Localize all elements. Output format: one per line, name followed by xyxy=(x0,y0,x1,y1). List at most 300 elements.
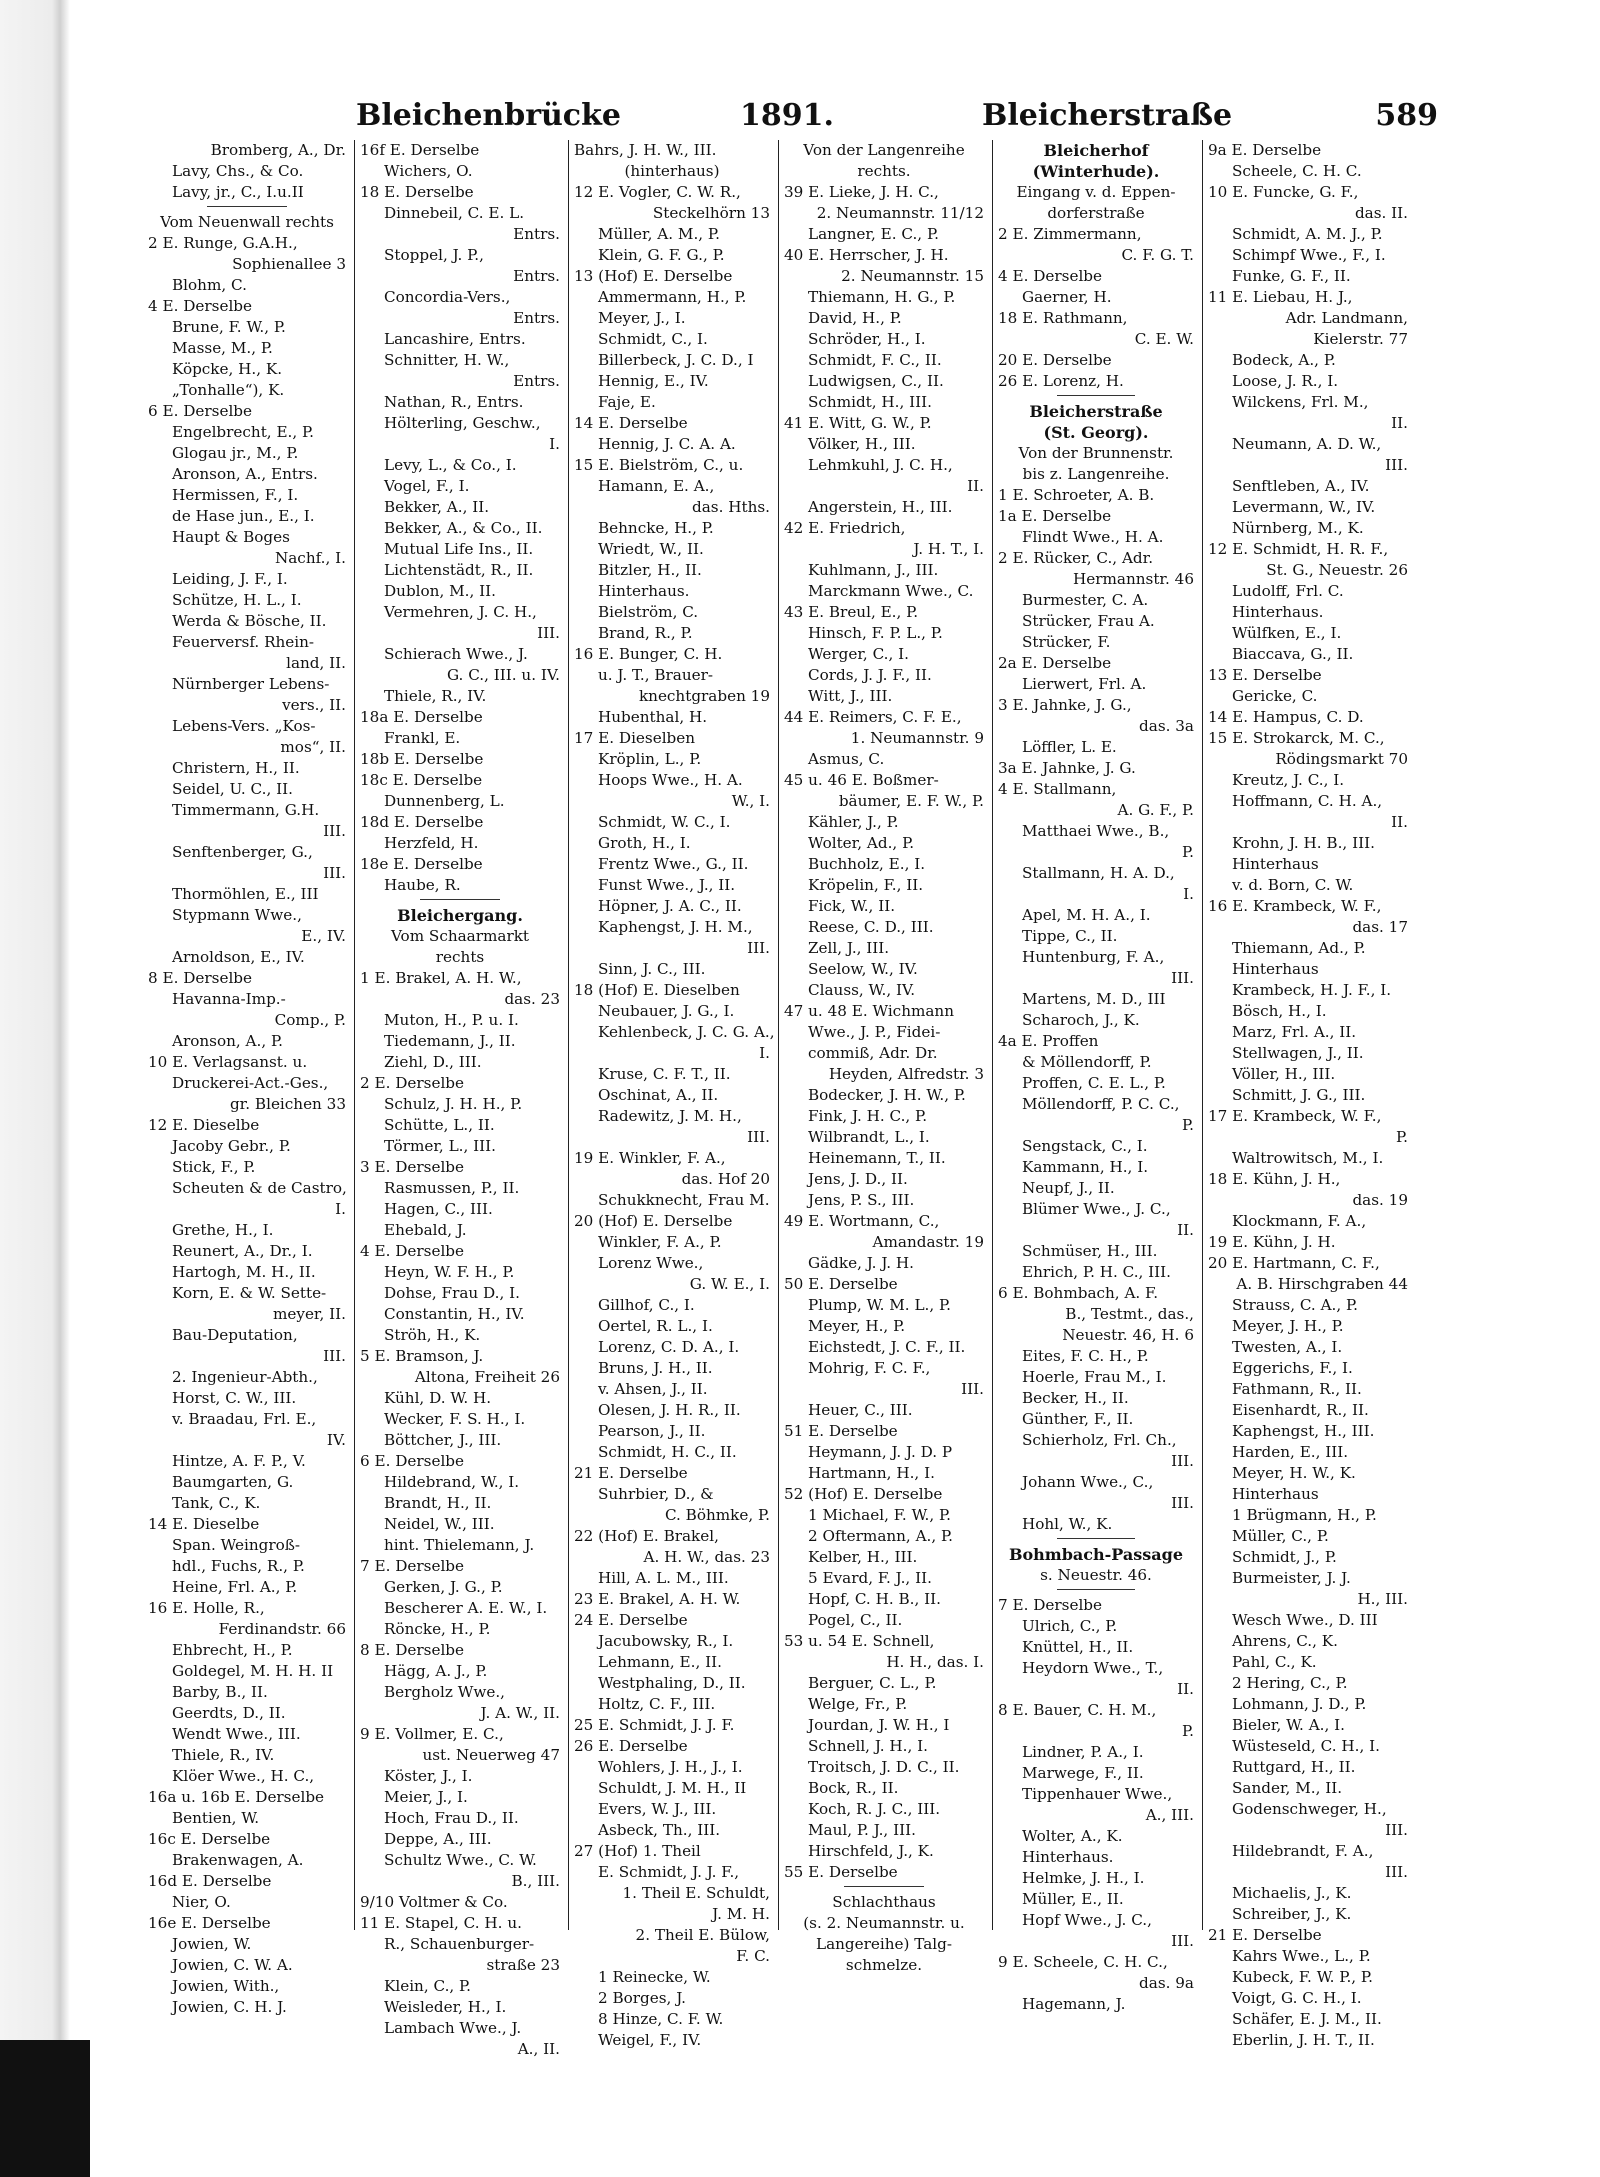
column-divider xyxy=(1202,140,1203,1930)
directory-entry-line: Rasmussen, P., II. xyxy=(384,1179,520,1197)
directory-entry-line: III. xyxy=(747,1128,770,1146)
directory-entry-line: Lierwert, Frl. A. xyxy=(1022,675,1147,693)
directory-entry-line: Klockmann, F. A., xyxy=(1232,1212,1367,1230)
directory-entry-line: Schmidt, C., I. xyxy=(598,330,708,348)
directory-entry-line: A., II. xyxy=(517,2040,560,2058)
directory-entry-line: 16a u. 16b E. Derselbe xyxy=(148,1788,325,1806)
directory-entry-line: Glogau jr., M., P. xyxy=(172,444,299,462)
column-divider xyxy=(778,140,779,1930)
directory-entry-line: Gerken, J. G., P. xyxy=(384,1578,503,1596)
directory-entry-line: P. xyxy=(1182,1116,1194,1134)
directory-entry-line: Ehrich, P. H. C., III. xyxy=(1022,1263,1172,1281)
directory-entry-line: 13 (Hof) E. Derselbe xyxy=(574,267,733,285)
directory-entry-line: Scheuten & de Castro, xyxy=(172,1179,347,1197)
directory-entry-line: Hoerle, Frau M., I. xyxy=(1022,1368,1167,1386)
directory-entry-line: H., III. xyxy=(1357,1590,1408,1608)
directory-entry-line: 2. Neumannstr. 11/12 xyxy=(816,204,984,222)
directory-entry-line: Stoppel, J. P., xyxy=(384,246,484,264)
directory-entry-line: Hennig, J. C. A. A. xyxy=(598,435,736,453)
directory-entry-line: Gericke, C. xyxy=(1232,687,1318,705)
directory-entry-line: Angerstein, H., III. xyxy=(808,498,953,516)
directory-entry-line: hdl., Fuchs, R., P. xyxy=(172,1557,305,1575)
directory-entry-line: Möllendorff, P. C. C., xyxy=(1022,1095,1180,1113)
directory-entry-line: 7 E. Derselbe xyxy=(360,1557,465,1575)
directory-entry-line: 3a E. Jahnke, J. G. xyxy=(998,759,1136,777)
directory-entry-line: Levy, L., & Co., I. xyxy=(384,456,517,474)
directory-entry-line: Jacoby Gebr., P. xyxy=(172,1137,291,1155)
directory-entry-line: I. xyxy=(759,1044,770,1062)
directory-entry-line: 11 E. Liebau, H. J., xyxy=(1208,288,1353,306)
directory-entry-line: I. xyxy=(1183,885,1194,903)
directory-entry-line: G. W. E., I. xyxy=(689,1275,770,1293)
directory-entry-line: „Tonhalle“), K. xyxy=(172,381,285,399)
directory-entry-line: Oschinat, A., II. xyxy=(598,1086,719,1104)
directory-entry-line: Heymann, J. J. D. P xyxy=(808,1443,953,1461)
directory-entry-line: III. xyxy=(1385,1863,1408,1881)
directory-entry-line: Brune, F. W., P. xyxy=(172,318,286,336)
directory-entry-line: Korn, E. & W. Sette- xyxy=(172,1284,327,1302)
directory-entry-line: rechts. xyxy=(857,162,911,180)
directory-entry-line: Brandt, H., II. xyxy=(384,1494,492,1512)
directory-entry-line: 4 E. Stallmann, xyxy=(998,780,1117,798)
directory-entry-line: A. G. F., P. xyxy=(1117,801,1194,819)
directory-entry-line: Lehmkuhl, J. C. H., xyxy=(808,456,953,474)
directory-entry-line: 26 E. Lorenz, H. xyxy=(998,372,1124,390)
directory-entry-line: IV. xyxy=(326,1431,346,1449)
directory-entry-line: Funke, G. F., II. xyxy=(1232,267,1351,285)
section-separator xyxy=(844,1886,924,1887)
directory-entry-line: Höpner, J. A. C., II. xyxy=(598,897,742,915)
directory-entry-line: das. Hths. xyxy=(692,498,770,516)
directory-entry-line: Entrs. xyxy=(513,309,560,327)
directory-entry-line: Bescherer A. E. W., I. xyxy=(384,1599,548,1617)
directory-entry-line: Knüttel, H., II. xyxy=(1022,1638,1134,1656)
directory-entry-line: Wülfken, E., I. xyxy=(1232,624,1342,642)
directory-entry-line: Heyden, Alfredstr. 3 xyxy=(828,1065,984,1083)
directory-entry-line: Entrs. xyxy=(513,267,560,285)
directory-entry-line: Hagen, C., III. xyxy=(384,1200,493,1218)
directory-entry-line: Günther, F., II. xyxy=(1022,1410,1134,1428)
directory-entry-line: 20 E. Hartmann, C. F., xyxy=(1208,1254,1380,1272)
directory-entry-line: Haube, R. xyxy=(384,876,461,894)
directory-entry-line: J. A. W., II. xyxy=(480,1704,560,1722)
street-section-heading: Bleicherhof xyxy=(1043,141,1149,160)
directory-entry-line: III. xyxy=(1171,1452,1194,1470)
directory-entry-line: Wilckens, Frl. M., xyxy=(1232,393,1369,411)
directory-entry-line: Span. Weingroß- xyxy=(172,1536,301,1554)
directory-entry-line: Nathan, R., Entrs. xyxy=(384,393,524,411)
directory-entry-line: Seelow, W., IV. xyxy=(808,960,918,978)
directory-entry-line: meyer, II. xyxy=(272,1305,346,1323)
directory-entry-line: Schultz Wwe., C. W. xyxy=(384,1851,537,1869)
directory-entry-line: Schmidt, A. M. J., P. xyxy=(1232,225,1383,243)
directory-entry-line: P. xyxy=(1182,1722,1194,1740)
directory-entry-line: Schmidt, J., P. xyxy=(1232,1548,1337,1566)
directory-entry-line: Neubauer, J. G., I. xyxy=(598,1002,735,1020)
directory-entry-line: mos“, II. xyxy=(280,738,346,756)
directory-entry-line: 24 E. Derselbe xyxy=(574,1611,688,1629)
directory-entry-line: Schröder, H., I. xyxy=(808,330,926,348)
directory-entry-line: II. xyxy=(1177,1680,1194,1698)
directory-entry-line: Weisleder, H., I. xyxy=(384,1998,507,2016)
directory-entry-line: Böttcher, J., III. xyxy=(384,1431,502,1449)
directory-entry-line: Ludolff, Frl. C. xyxy=(1232,582,1344,600)
directory-entry-line: Jens, J. D., II. xyxy=(808,1170,908,1188)
directory-entry-line: Michaelis, J., K. xyxy=(1232,1884,1352,1902)
directory-entry-line: Thormöhlen, E., III xyxy=(172,885,319,903)
directory-entry-line: Senftenberger, G., xyxy=(172,843,313,861)
directory-entry-line: Schierholz, Frl. Ch., xyxy=(1022,1431,1177,1449)
directory-entry-line: Asmus, C. xyxy=(808,750,885,768)
directory-entry-line: Vermehren, J. C. H., xyxy=(384,603,537,621)
directory-entry-line: Billerbeck, J. C. D., I xyxy=(598,351,754,369)
directory-entry-line: 39 E. Lieke, J. H. C., xyxy=(784,183,939,201)
directory-entry-line: 2 E. Rücker, C., Adr. xyxy=(998,549,1154,567)
directory-entry-line: 12 E. Schmidt, H. R. F., xyxy=(1208,540,1389,558)
directory-entry-line: I. xyxy=(335,1200,346,1218)
directory-entry-line: hint. Thielemann, J. xyxy=(384,1536,535,1554)
directory-entry-line: Goldegel, M. H. H. II xyxy=(172,1662,334,1680)
directory-entry-line: 27 (Hof) 1. Theil xyxy=(574,1842,701,1860)
directory-entry-line: Hoops Wwe., H. A. xyxy=(598,771,743,789)
directory-entry-line: land, II. xyxy=(286,654,346,672)
directory-entry-line: Comp., P. xyxy=(274,1011,346,1029)
directory-entry-line: 15 E. Strokarck, M. C., xyxy=(1208,729,1385,747)
directory-entry-line: II. xyxy=(1391,414,1408,432)
directory-entry-line: Blümer Wwe., J. C., xyxy=(1022,1200,1171,1218)
directory-entry-line: Godenschweger, H., xyxy=(1232,1800,1387,1818)
directory-entry-line: Vogel, F., I. xyxy=(384,477,470,495)
year-heading: 1891. xyxy=(740,98,834,133)
directory-entry-line: u. J. T., Brauer- xyxy=(598,666,714,684)
directory-entry-line: 2. Neumannstr. 15 xyxy=(841,267,984,285)
directory-entry-line: gr. Bleichen 33 xyxy=(229,1095,346,1113)
directory-entry-line: das. 19 xyxy=(1352,1191,1408,1209)
directory-entry-line: 4 E. Derselbe xyxy=(360,1242,465,1260)
directory-entry-line: Wilbrandt, L., I. xyxy=(808,1128,930,1146)
directory-entry-line: 2 E. Zimmermann, xyxy=(998,225,1142,243)
directory-entry-line: 12 E. Vogler, C. W. R., xyxy=(574,183,741,201)
directory-entry-line: Fathmann, R., II. xyxy=(1232,1380,1362,1398)
directory-entry-line: 15 E. Bielström, C., u. xyxy=(574,456,744,474)
directory-entry-line: 6 E. Bohmbach, A. F. xyxy=(998,1284,1159,1302)
directory-entry-line: Koch, R. J. C., III. xyxy=(808,1800,941,1818)
directory-entry-line: Klöer Wwe., H. C., xyxy=(172,1767,315,1785)
directory-entry-line: P. xyxy=(1396,1128,1408,1146)
directory-entry-line: Schimpf Wwe., F., I. xyxy=(1232,246,1386,264)
directory-entry-line: Nachf., I. xyxy=(274,549,346,567)
directory-entry-line: 42 E. Friedrich, xyxy=(784,519,906,537)
directory-entry-line: 21 E. Derselbe xyxy=(1208,1926,1322,1944)
directory-entry-line: 18 E. Kühn, J. H., xyxy=(1208,1170,1341,1188)
directory-entry-line: Kahrs Wwe., L., P. xyxy=(1232,1947,1371,1965)
directory-entry-line: Suhrbier, D., & xyxy=(598,1485,714,1503)
directory-entry-line: Hintze, A. F. P., V. xyxy=(172,1452,306,1470)
directory-entry-line: Ulrich, C., P. xyxy=(1022,1617,1118,1635)
directory-entry-line: C. Böhmke, P. xyxy=(664,1506,770,1524)
directory-entry-line: Holtz, C. F., III. xyxy=(598,1695,716,1713)
directory-entry-line: 10 E. Funcke, G. F., xyxy=(1208,183,1359,201)
directory-entry-line: Oertel, R. L., I. xyxy=(598,1317,713,1335)
directory-entry-line: Bitzler, H., II. xyxy=(598,561,702,579)
directory-entry-line: Röncke, H., P. xyxy=(384,1620,491,1638)
directory-entry-line: Hermissen, F., I. xyxy=(172,486,299,504)
directory-entry-line: Hubenthal, H. xyxy=(598,708,708,726)
directory-entry-line: Bergholz Wwe., xyxy=(384,1683,505,1701)
directory-entry-line: Hopf, C. H. B., II. xyxy=(808,1590,941,1608)
directory-entry-line: 49 E. Wortmann, C., xyxy=(784,1212,940,1230)
directory-entry-line: Voigt, G. C. H., I. xyxy=(1232,1989,1362,2007)
directory-entry-line: Schmidt, H., III. xyxy=(808,393,932,411)
directory-entry-line: Heyn, W. F. H., P. xyxy=(384,1263,515,1281)
directory-entry-line: Troitsch, J. D. C., II. xyxy=(808,1758,960,1776)
directory-entry-line: Ehbrecht, H., P. xyxy=(172,1641,293,1659)
directory-entry-line: Hinterhaus xyxy=(1232,1485,1319,1503)
directory-entry-line: Kuhlmann, J., III. xyxy=(808,561,939,579)
directory-entry-line: Wolter, Ad., P. xyxy=(808,834,915,852)
directory-entry-line: E. Schmidt, J. J. F., xyxy=(598,1863,740,1881)
directory-entry-line: A. B. Hirschgraben 44 xyxy=(1236,1275,1408,1293)
directory-entry-line: 53 u. 54 E. Schnell, xyxy=(784,1632,935,1650)
directory-entry-line: Grethe, H., I. xyxy=(172,1221,274,1239)
directory-entry-line: 1. Theil E. Schuldt, xyxy=(622,1884,770,1902)
directory-entry-line: Ludwigsen, C., II. xyxy=(808,372,944,390)
directory-entry-line: 9 E. Vollmer, E. C., xyxy=(360,1725,504,1743)
directory-entry-line: Gädke, J. J. H. xyxy=(808,1254,914,1272)
directory-entry-line: bis z. Langenreihe. xyxy=(1022,465,1170,483)
directory-entry-line: 22 (Hof) E. Brakel, xyxy=(574,1527,719,1545)
directory-entry-line: Schulz, J. H. H., P. xyxy=(384,1095,523,1113)
directory-entry-line: 16e E. Derselbe xyxy=(148,1914,271,1932)
directory-entry-line: R., Schauenburger- xyxy=(384,1935,535,1953)
directory-entry-line: Johann Wwe., C., xyxy=(1022,1473,1154,1491)
directory-entry-line: 26 E. Derselbe xyxy=(574,1737,688,1755)
directory-entry-line: III. xyxy=(537,624,560,642)
directory-entry-line: III. xyxy=(323,1347,346,1365)
directory-entry-line: Kelber, H., III. xyxy=(808,1548,918,1566)
directory-entry-line: Welge, Fr., P. xyxy=(808,1695,908,1713)
directory-entry-line: Bieler, W. A., I. xyxy=(1232,1716,1345,1734)
directory-entry-line: Kähler, J., P. xyxy=(808,813,899,831)
directory-entry-line: E., IV. xyxy=(301,927,346,945)
directory-entry-line: Nürnberger Lebens- xyxy=(172,675,330,693)
directory-entry-line: Timmermann, G.H. xyxy=(172,801,320,819)
directory-entry-line: 20 (Hof) E. Derselbe xyxy=(574,1212,733,1230)
directory-entry-line: Herzfeld, H. xyxy=(384,834,479,852)
directory-entry-line: Hamann, E. A., xyxy=(598,477,715,495)
right-street-heading: Bleicherstraße xyxy=(982,98,1233,133)
directory-entry-line: Kammann, H., I. xyxy=(1022,1158,1149,1176)
directory-entry-line: Kaphengst, H., III. xyxy=(1232,1422,1375,1440)
directory-entry-line: Haupt & Boges xyxy=(172,528,290,546)
directory-entry-line: I. xyxy=(549,435,560,453)
directory-entry-line: Hildebrandt, F. A., xyxy=(1232,1842,1374,1860)
directory-entry-line: Levermann, W., IV. xyxy=(1232,498,1376,516)
directory-entry-line: Biaccava, G., II. xyxy=(1232,645,1354,663)
directory-entry-line: H. H., das. I. xyxy=(886,1653,984,1671)
directory-entry-line: das. 23 xyxy=(504,990,560,1008)
directory-entry-line: 14 E. Derselbe xyxy=(574,414,688,432)
directory-entry-line: Bodecker, J. H. W., P. xyxy=(808,1086,966,1104)
directory-entry-line: Jowien, With., xyxy=(172,1977,280,1995)
directory-entry-line: Pahl, C., K. xyxy=(1232,1653,1317,1671)
directory-entry-line: Concordia-Vers., xyxy=(384,288,511,306)
directory-entry-line: Lavy, Chs., & Co. xyxy=(172,162,304,180)
directory-entry-line: Pogel, C., II. xyxy=(808,1611,903,1629)
directory-entry-line: 2. Ingenieur-Abth., xyxy=(172,1368,318,1386)
directory-entry-line: Bock, R., II. xyxy=(808,1779,899,1797)
directory-entry-line: Völler, H., III. xyxy=(1232,1065,1336,1083)
directory-entry-line: Arnoldson, E., IV. xyxy=(172,948,305,966)
directory-entry-line: Eggerichs, F., I. xyxy=(1232,1359,1353,1377)
directory-entry-line: II. xyxy=(967,477,984,495)
directory-entry-line: Brakenwagen, A. xyxy=(172,1851,304,1869)
directory-entry-line: Strücker, Frau A. xyxy=(1022,612,1155,630)
directory-entry-line: Von der Langenreihe xyxy=(803,141,965,159)
directory-entry-line: Fick, W., II. xyxy=(808,897,896,915)
directory-entry-line: & Möllendorff, P. xyxy=(1022,1053,1152,1071)
directory-entry-line: das. II. xyxy=(1354,204,1408,222)
directory-entry-line: Dunnenberg, L. xyxy=(384,792,505,810)
directory-entry-line: Tippenhauer Wwe., xyxy=(1022,1785,1173,1803)
directory-entry-line: Schmitt, J. G., III. xyxy=(1232,1086,1366,1104)
directory-entry-line: 21 E. Derselbe xyxy=(574,1464,688,1482)
directory-entry-line: 40 E. Herrscher, J. H. xyxy=(784,246,949,264)
directory-entry-line: Marz, Frl. A., II. xyxy=(1232,1023,1357,1041)
directory-entry-line: 50 E. Derselbe xyxy=(784,1275,898,1293)
directory-entry-line: Amandastr. 19 xyxy=(872,1233,984,1251)
directory-entry-line: Kühl, D. W. H. xyxy=(384,1389,492,1407)
directory-column-1 xyxy=(148,140,347,2016)
scan-dark-corner xyxy=(0,2040,90,2177)
directory-entry-line: Marckmann Wwe., C. xyxy=(808,582,974,600)
directory-entry-line: Dohse, Frau D., I. xyxy=(384,1284,520,1302)
directory-entry-line: 43 E. Breul, E., P. xyxy=(784,603,919,621)
directory-column-3 xyxy=(574,140,775,2049)
directory-entry-line: G. C., III. u. IV. xyxy=(446,666,560,684)
directory-entry-line: Vom Neuenwall rechts xyxy=(160,213,334,231)
directory-entry-line: Heuer, C., III. xyxy=(808,1401,913,1419)
directory-entry-line: Kielerstr. 77 xyxy=(1313,330,1408,348)
directory-entry-line: Muton, H., P. u. I. xyxy=(384,1011,519,1029)
directory-page xyxy=(148,40,1438,2058)
directory-entry-line: Lancashire, Entrs. xyxy=(384,330,526,348)
directory-entry-line: 47 u. 48 E. Wichmann xyxy=(784,1002,954,1020)
directory-entry-line: rechts xyxy=(435,948,485,966)
directory-entry-line: Eites, F. C. H., P. xyxy=(1022,1347,1149,1365)
directory-entry-line: Krambeck, H. J. F., I. xyxy=(1232,981,1392,999)
directory-entry-line: Scheele, C. H. C. xyxy=(1232,162,1362,180)
street-section-heading: Bohmbach-Passage xyxy=(1008,1545,1184,1564)
directory-entry-line: Waltrowitsch, M., I. xyxy=(1232,1149,1384,1167)
directory-entry-line: Hill, A. L. M., III. xyxy=(598,1569,729,1587)
directory-columns xyxy=(148,140,1438,2058)
directory-entry-line: Löffler, L. E. xyxy=(1022,738,1117,756)
directory-entry-line: Lichtenstädt, R., II. xyxy=(384,561,534,579)
directory-entry-line: 11 E. Stapel, C. H. u. xyxy=(360,1914,522,1932)
directory-entry-line: Klein, C., P. xyxy=(384,1977,472,1995)
directory-entry-line: Zell, J., III. xyxy=(808,939,890,957)
directory-entry-line: 4 E. Derselbe xyxy=(148,297,253,315)
directory-entry-line: Hohl, W., K. xyxy=(1022,1515,1113,1533)
directory-entry-line: 7 E. Derselbe xyxy=(998,1596,1103,1614)
directory-entry-line: Wichers, O. xyxy=(384,162,473,180)
directory-entry-line: Hartmann, H., I. xyxy=(808,1464,935,1482)
directory-entry-line: Gillhof, C., I. xyxy=(598,1296,695,1314)
directory-entry-line: Kröpelin, F., II. xyxy=(808,876,924,894)
directory-entry-line: Weigel, F., IV. xyxy=(598,2031,702,2049)
directory-entry-line: Tippe, C., II. xyxy=(1022,927,1118,945)
directory-entry-line: Lohmann, J. D., P. xyxy=(1232,1695,1367,1713)
directory-entry-line: Lindner, P. A., I. xyxy=(1022,1743,1144,1761)
directory-entry-line: III. xyxy=(323,822,346,840)
directory-entry-line: 1 Brügmann, H., P. xyxy=(1232,1506,1377,1524)
directory-entry-line: Constantin, H., IV. xyxy=(384,1305,525,1323)
directory-entry-line: Kreutz, J. C., I. xyxy=(1232,771,1345,789)
directory-entry-line: 6 E. Derselbe xyxy=(148,402,253,420)
directory-entry-line: Steckelhörn 13 xyxy=(652,204,770,222)
directory-entry-line: Buchholz, E., I. xyxy=(808,855,926,873)
directory-entry-line: Jacubowsky, R., I. xyxy=(598,1632,734,1650)
directory-entry-line: Strücker, F. xyxy=(1022,633,1111,651)
column-divider xyxy=(992,140,993,1930)
directory-entry-line: Stallmann, H. A. D., xyxy=(1022,864,1175,882)
directory-entry-line: A. H. W., das. 23 xyxy=(643,1548,770,1566)
directory-entry-line: Bielström, C. xyxy=(598,603,699,621)
directory-entry-line: B., III. xyxy=(511,1872,560,1890)
directory-entry-line: Strauss, C. A., P. xyxy=(1232,1296,1358,1314)
directory-entry-line: das. 9a xyxy=(1139,1974,1194,1992)
directory-entry-line: Schukknecht, Frau M. xyxy=(598,1191,770,1209)
directory-entry-line: 12 E. Dieselbe xyxy=(148,1116,260,1134)
directory-entry-line: Brand, R., P. xyxy=(598,624,693,642)
directory-entry-line: 2 E. Runge, G.A.H., xyxy=(148,234,298,252)
directory-entry-line: Schierach Wwe., J. xyxy=(384,645,528,663)
directory-entry-line: das. 3a xyxy=(1139,717,1194,735)
directory-entry-line: Asbeck, Th., III. xyxy=(598,1821,721,1839)
directory-entry-line: Berguer, C. L., P. xyxy=(808,1674,937,1692)
directory-entry-line: Kruse, C. F. T., II. xyxy=(598,1065,731,1083)
directory-entry-line: Hinterhaus. xyxy=(1022,1848,1114,1866)
directory-entry-line: Mohrig, F. C. F., xyxy=(808,1359,931,1377)
directory-entry-line: 17 E. Dieselben xyxy=(574,729,696,747)
directory-entry-line: 18 E. Derselbe xyxy=(360,183,474,201)
directory-entry-line: Klein, G. F. G., P. xyxy=(598,246,725,264)
directory-entry-line: Ruttgard, H., II. xyxy=(1232,1758,1356,1776)
directory-entry-line: commiß, Adr. Dr. xyxy=(808,1044,938,1062)
directory-entry-line: Martens, M. D., III xyxy=(1022,990,1166,1008)
directory-entry-line: Wolter, A., K. xyxy=(1022,1827,1123,1845)
directory-entry-line: Loose, J. R., I. xyxy=(1232,372,1339,390)
directory-entry-line: Geerdts, D., II. xyxy=(172,1704,286,1722)
directory-entry-line: Hinterhaus xyxy=(1232,960,1319,978)
directory-entry-line: Nier, O. xyxy=(172,1893,231,1911)
directory-entry-line: Jowien, W. xyxy=(172,1935,252,1953)
directory-entry-line: Hölterling, Geschw., xyxy=(384,414,541,432)
directory-entry-line: straße 23 xyxy=(486,1956,560,1974)
directory-entry-line: 8 E. Bauer, C. H. M., xyxy=(998,1701,1157,1719)
directory-entry-line: 18 E. Rathmann, xyxy=(998,309,1128,327)
directory-entry-line: 20 E. Derselbe xyxy=(998,351,1112,369)
directory-entry-line: Schnell, J. H., I. xyxy=(808,1737,928,1755)
directory-entry-line: Wohlers, J. H., J., I. xyxy=(598,1758,743,1776)
directory-entry-line: 3 E. Derselbe xyxy=(360,1158,465,1176)
column-divider xyxy=(354,140,355,1930)
directory-entry-line: Werger, C., I. xyxy=(808,645,909,663)
directory-entry-line: 8 Hinze, C. F. W. xyxy=(598,2010,724,2028)
directory-entry-line: Heydorn Wwe., T., xyxy=(1022,1659,1164,1677)
directory-entry-line: de Hase jun., E., I. xyxy=(172,507,315,525)
